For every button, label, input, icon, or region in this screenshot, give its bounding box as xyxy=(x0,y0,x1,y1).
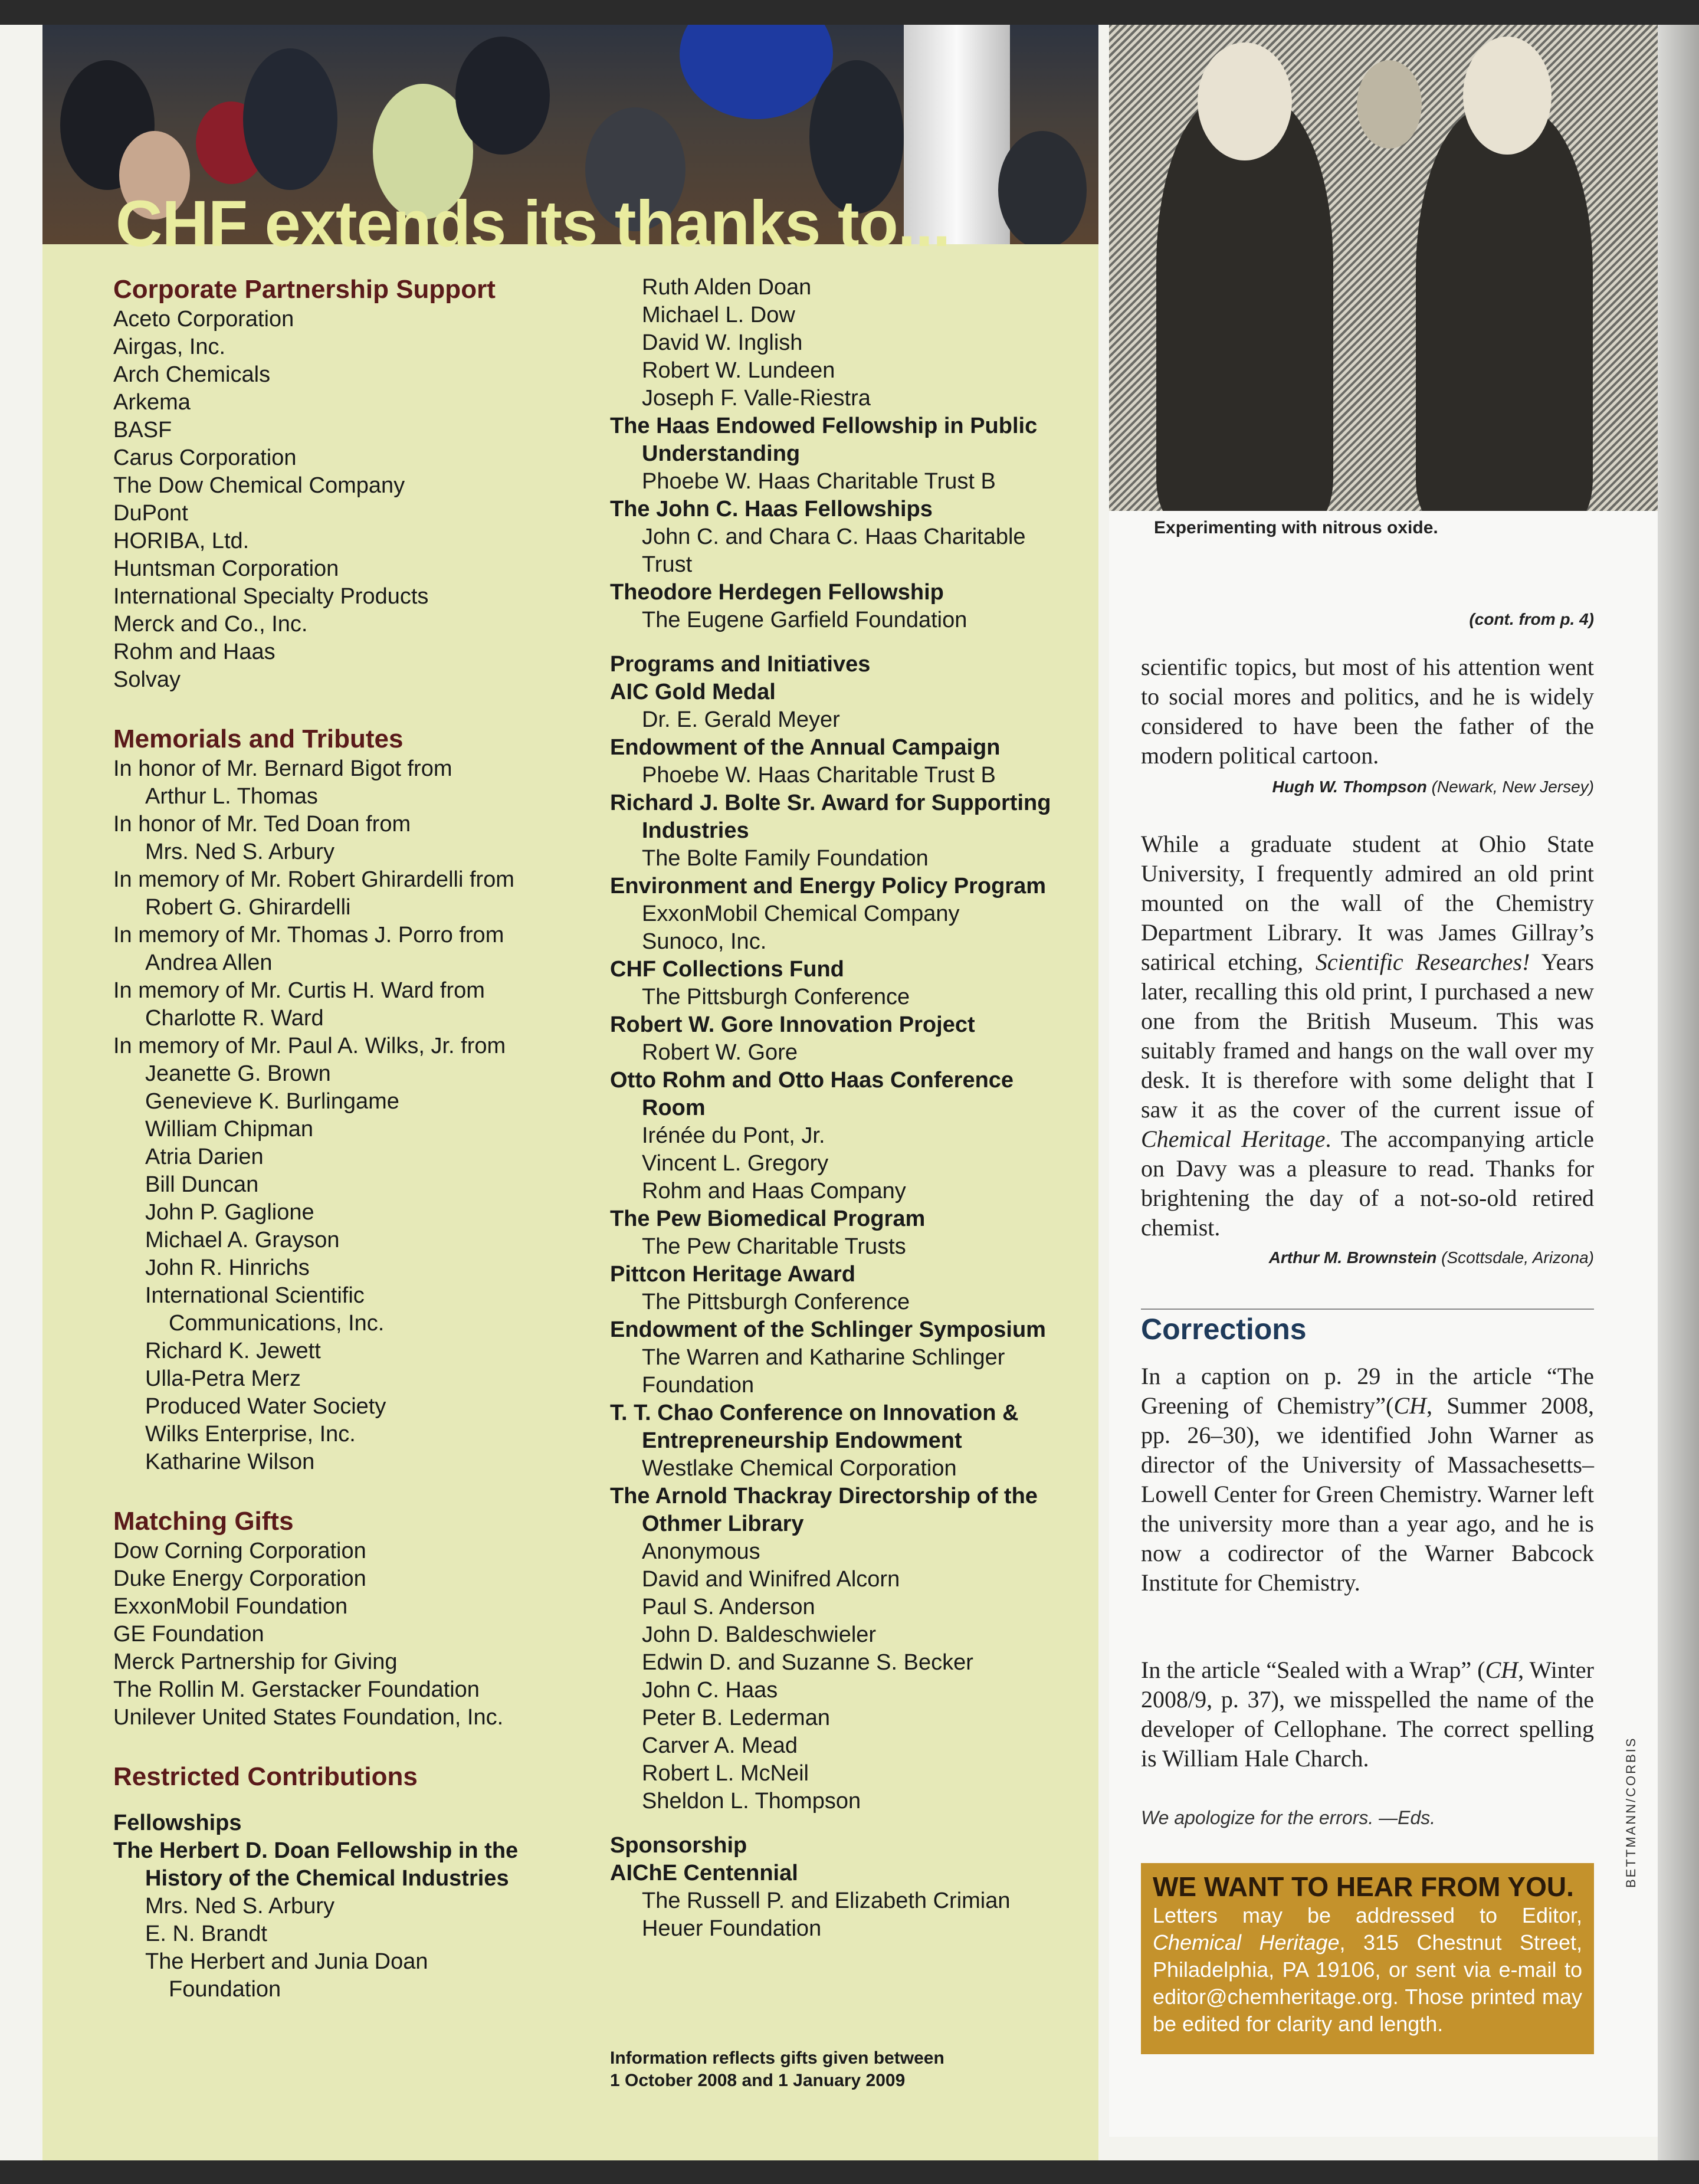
list-item: The Bolte Family Foundation xyxy=(642,846,929,871)
list-item: William Chipman xyxy=(145,1117,314,1142)
letter-text: While a graduate student at Ohio State University, I frequently admired an old print mounted on the wall of the Chemistry Department Library. It was James Gillray’s satirical etching, xyxy=(1141,831,1594,975)
list-item: Mrs. Ned S. Arbury xyxy=(145,1894,334,1919)
magazine-abbrev: CH xyxy=(1485,1657,1518,1683)
list-item: In honor of Mr. Ted Doan from xyxy=(113,812,411,837)
left-column xyxy=(113,274,609,2003)
subsection-heading: AIC Gold Medal xyxy=(610,680,776,704)
subsection-heading: Pittcon Heritage Award xyxy=(610,1262,855,1287)
list-item: International Specialty Products xyxy=(113,584,429,609)
photo-caption: Experimenting with nitrous oxide. xyxy=(1154,518,1438,537)
list-item: Andrea Allen xyxy=(145,950,273,975)
list-item: The Pittsburgh Conference xyxy=(642,985,910,1009)
list-item: Irénée du Pont, Jr. xyxy=(642,1123,825,1148)
middle-column xyxy=(610,274,1094,1943)
list-item: Huntsman Corporation xyxy=(113,556,339,581)
list-item: Ulla-Petra Merz xyxy=(145,1366,301,1391)
section-heading: Matching Gifts xyxy=(113,1507,294,1536)
correction-text: , Winter 2008/9, p. 37), we misspelled the name of the developer of Cellophane. The correct spelling is William Hale Charch. xyxy=(1141,1657,1594,1772)
signature-location: (Scottsdale, Arizona) xyxy=(1441,1248,1594,1267)
letter-two-signature xyxy=(1141,1248,1594,1267)
list-item: International Scientific xyxy=(145,1283,365,1308)
list-item: Bill Duncan xyxy=(145,1172,259,1197)
list-item: Katharine Wilson xyxy=(145,1450,315,1474)
list-item: Rohm and Haas xyxy=(113,640,275,664)
subsection-heading: The John C. Haas Fellowships xyxy=(610,497,933,522)
magazine-abbrev: CH xyxy=(1393,1392,1426,1419)
subsection-heading: Endowment of the Schlinger Symposium xyxy=(610,1317,1046,1342)
section-divider xyxy=(1141,1309,1594,1310)
subsection-heading: Sponsorship xyxy=(610,1833,747,1858)
letter-text: . The accompanying article on Davy was a pleasure to read. Thanks for brightening the day of a not-so-old retired chemist. xyxy=(1141,1126,1594,1241)
list-item: Produced Water Society xyxy=(145,1394,386,1419)
list-item: ExxonMobil Chemical Company xyxy=(642,901,960,926)
subsection-heading: Endowment of the Annual Campaign xyxy=(610,735,1001,760)
list-item: Sunoco, Inc. xyxy=(642,929,767,954)
gift-date-note xyxy=(610,2047,944,2092)
list-item: The Eugene Garfield Foundation xyxy=(642,608,967,632)
list-item: Jeanette G. Brown xyxy=(145,1061,331,1086)
list-item: Genevieve K. Burlingame xyxy=(145,1089,399,1114)
list-item: David and Winifred Alcorn xyxy=(642,1567,900,1592)
spacer xyxy=(113,1793,609,1809)
signature-name: Arthur M. Brownstein xyxy=(1268,1248,1437,1267)
footnote-line: 1 October 2008 and 1 January 2009 xyxy=(610,2071,906,2090)
etching-illustration xyxy=(1109,25,1658,511)
spacer xyxy=(113,1476,609,1506)
contact-body xyxy=(1153,1902,1582,2038)
list-item: The Pittsburgh Conference xyxy=(642,1290,910,1314)
subsection-heading: Otto Rohm and Otto Haas Conference xyxy=(610,1068,1014,1093)
letter-two xyxy=(1141,829,1594,1242)
list-item: Mrs. Ned S. Arbury xyxy=(145,840,334,864)
spacer xyxy=(113,1732,609,1761)
subsection-heading: Industries xyxy=(642,818,749,843)
list-item: Sheldon L. Thompson xyxy=(642,1789,861,1814)
list-item: Michael A. Grayson xyxy=(145,1228,340,1252)
subsection-heading: Understanding xyxy=(642,441,801,466)
continued-note: (cont. from p. 4) xyxy=(1469,610,1594,628)
subsection-heading: AIChE Centennial xyxy=(610,1861,798,1885)
list-item: Carus Corporation xyxy=(113,445,297,470)
letter-text: Years later, recalling this old print, I purchased a new one from the British Museum. This was suitably framed and hangs on the wall over my desk. It is therefore with some delight that I saw it as the cover of the current issue of xyxy=(1141,949,1594,1123)
list-item: BASF xyxy=(113,418,172,442)
photo-credit: BETTMANN/CORBIS xyxy=(1623,1736,1638,1888)
list-item: John P. Gaglione xyxy=(145,1200,314,1225)
list-item: The Herbert and Junia Doan xyxy=(145,1949,428,1974)
list-item: John R. Hinrichs xyxy=(145,1255,310,1280)
signature-location: (Newark, New Jersey) xyxy=(1431,778,1594,796)
list-item: Vincent L. Gregory xyxy=(642,1151,829,1176)
corrections-heading: Corrections xyxy=(1141,1313,1307,1346)
spacer xyxy=(610,1815,1094,1832)
page-edge xyxy=(1658,25,1699,2160)
list-item: Dr. E. Gerald Meyer xyxy=(642,707,840,732)
list-item: The Dow Chemical Company xyxy=(113,473,405,498)
column-gutter xyxy=(1098,25,1109,2160)
list-item: In memory of Mr. Robert Ghirardelli from xyxy=(113,867,514,892)
list-item: The Warren and Katharine Schlinger xyxy=(642,1345,1005,1370)
list-item: Atria Darien xyxy=(145,1145,264,1169)
list-item: GE Foundation xyxy=(113,1622,264,1647)
contact-text: Letters may be addressed to Editor, xyxy=(1153,1903,1582,1927)
list-item: In memory of Mr. Thomas J. Porro from xyxy=(113,923,504,947)
list-item: Trust xyxy=(642,552,693,577)
list-item: Unilever United States Foundation, Inc. xyxy=(113,1705,504,1730)
list-item: Westlake Chemical Corporation xyxy=(642,1456,957,1481)
list-item: HORIBA, Ltd. xyxy=(113,529,250,553)
list-item: Merck Partnership for Giving xyxy=(113,1650,398,1674)
list-item: John D. Baldeschwieler xyxy=(642,1622,877,1647)
list-item: Joseph F. Valle-Riestra xyxy=(642,386,871,411)
correction-text: , Summer 2008, pp. 26–30), we identified John Warner as director of the University of Massachesetts–Lowell Center for Green Chemistry. Warner left the university more than a year ago, and he is now a codirector of the Warner Babcock Institute for Chemistry. xyxy=(1141,1392,1594,1596)
magazine-name: Chemical Heritage xyxy=(1141,1126,1326,1152)
subsection-heading: Programs and Initiatives xyxy=(610,652,871,677)
list-item: In honor of Mr. Bernard Bigot from xyxy=(113,756,452,781)
list-item: Airgas, Inc. xyxy=(113,335,226,359)
list-item: Solvay xyxy=(113,667,181,692)
list-item: Robert W. Gore xyxy=(642,1040,798,1065)
list-item: Phoebe W. Haas Charitable Trust B xyxy=(642,469,996,494)
editors-apology: We apologize for the errors. —Eds. xyxy=(1141,1807,1436,1828)
list-item: Phoebe W. Haas Charitable Trust B xyxy=(642,763,996,788)
subsection-heading: Theodore Herdegen Fellowship xyxy=(610,580,944,605)
subsection-heading: Entrepreneurship Endowment xyxy=(642,1428,962,1453)
contact-box xyxy=(1141,1863,1594,2054)
list-item: In memory of Mr. Curtis H. Ward from xyxy=(113,978,485,1003)
footnote-line: Information reflects gifts given between xyxy=(610,2048,944,2068)
correction-one xyxy=(1141,1362,1594,1598)
list-item: Robert G. Ghirardelli xyxy=(145,895,351,920)
list-item: The Pew Charitable Trusts xyxy=(642,1234,906,1259)
subsection-heading: The Arnold Thackray Directorship of the xyxy=(610,1484,1038,1509)
list-item: Edwin D. and Suzanne S. Becker xyxy=(642,1650,973,1675)
letter-one: scientific topics, but most of his attention went to social mores and politics, and he is widely considered to have been the father of the modern political cartoon. xyxy=(1141,654,1594,769)
correction-text: In a caption on p. 29 in the article “The Greening of Chemistry”( xyxy=(1141,1363,1594,1419)
list-item: Richard K. Jewett xyxy=(145,1339,321,1363)
list-item: Anonymous xyxy=(642,1539,760,1564)
list-item: Ruth Alden Doan xyxy=(642,275,812,300)
subsection-heading: T. T. Chao Conference on Innovation & xyxy=(610,1401,1019,1425)
list-item: Wilks Enterprise, Inc. xyxy=(145,1422,356,1447)
list-item: Rohm and Haas Company xyxy=(642,1179,906,1204)
list-item: ExxonMobil Foundation xyxy=(113,1594,348,1619)
spacer xyxy=(113,694,609,723)
subsection-heading: Environment and Energy Policy Program xyxy=(610,874,1047,898)
list-item: The Rollin M. Gerstacker Foundation xyxy=(113,1677,480,1702)
correction-two xyxy=(1141,1655,1594,1773)
list-item: Merck and Co., Inc. xyxy=(113,612,308,637)
subsection-heading: Room xyxy=(642,1096,706,1120)
list-item: Arch Chemicals xyxy=(113,362,271,387)
subsection-heading: The Pew Biomedical Program xyxy=(610,1206,926,1231)
page-headline: CHF extends its thanks to... xyxy=(116,188,950,260)
list-item: Robert L. McNeil xyxy=(642,1761,809,1786)
list-item: John C. and Chara C. Haas Charitable xyxy=(642,524,1026,549)
letter-one-signature xyxy=(1141,778,1594,796)
correction-text: In the article “Sealed with a Wrap” ( xyxy=(1141,1657,1485,1683)
contact-text: , 315 Chestnut Street, Philadelphia, PA 19106, or sent via e-mail to editor@chemheritage.org. Those printed may be edited for clarity and length. xyxy=(1153,1930,1582,2036)
subsection-heading: Othmer Library xyxy=(642,1511,804,1536)
list-item: Michael L. Dow xyxy=(642,303,795,327)
list-item: DuPont xyxy=(113,501,188,526)
list-item: E. N. Brandt xyxy=(145,1921,267,1946)
list-item: Charlotte R. Ward xyxy=(145,1006,324,1031)
spacer xyxy=(610,634,1094,651)
section-heading: Memorials and Tributes xyxy=(113,724,404,753)
signature-name: Hugh W. Thompson xyxy=(1272,778,1427,796)
section-heading: Corporate Partnership Support xyxy=(113,275,496,304)
subsection-heading: Robert W. Gore Innovation Project xyxy=(610,1012,975,1037)
list-item: Paul S. Anderson xyxy=(642,1595,815,1619)
list-item: David W. Inglish xyxy=(642,330,803,355)
magazine-name: Chemical Heritage xyxy=(1153,1930,1340,1955)
contact-title: WE WANT TO HEAR FROM YOU. xyxy=(1153,1871,1574,1902)
subsection-heading: Fellowships xyxy=(113,1811,242,1835)
list-item: John C. Haas xyxy=(642,1678,778,1703)
list-item: Foundation xyxy=(169,1977,281,2002)
subsection-heading: The Haas Endowed Fellowship in Public xyxy=(610,414,1038,438)
section-heading: Restricted Contributions xyxy=(113,1762,418,1791)
list-item: In memory of Mr. Paul A. Wilks, Jr. from xyxy=(113,1034,506,1058)
list-item: Arkema xyxy=(113,390,191,415)
list-item: Arthur L. Thomas xyxy=(145,784,318,809)
print-title: Scientific Researches! xyxy=(1315,949,1530,975)
subsection-heading: Richard J. Bolte Sr. Award for Supporting xyxy=(610,791,1051,815)
list-item: Communications, Inc. xyxy=(169,1311,385,1336)
list-item: The Russell P. and Elizabeth Crimian xyxy=(642,1888,1011,1913)
list-item: Peter B. Lederman xyxy=(642,1706,830,1730)
list-item: Dow Corning Corporation xyxy=(113,1539,366,1563)
subsection-heading: The Herbert D. Doan Fellowship in the xyxy=(113,1838,519,1863)
list-item: Robert W. Lundeen xyxy=(642,358,835,383)
subsection-heading: History of the Chemical Industries xyxy=(145,1866,509,1891)
list-item: Heuer Foundation xyxy=(642,1916,822,1941)
list-item: Foundation xyxy=(642,1373,755,1398)
list-item: Aceto Corporation xyxy=(113,307,294,332)
list-item: Duke Energy Corporation xyxy=(113,1566,366,1591)
list-item: Carver A. Mead xyxy=(642,1733,798,1758)
subsection-heading: CHF Collections Fund xyxy=(610,957,844,982)
